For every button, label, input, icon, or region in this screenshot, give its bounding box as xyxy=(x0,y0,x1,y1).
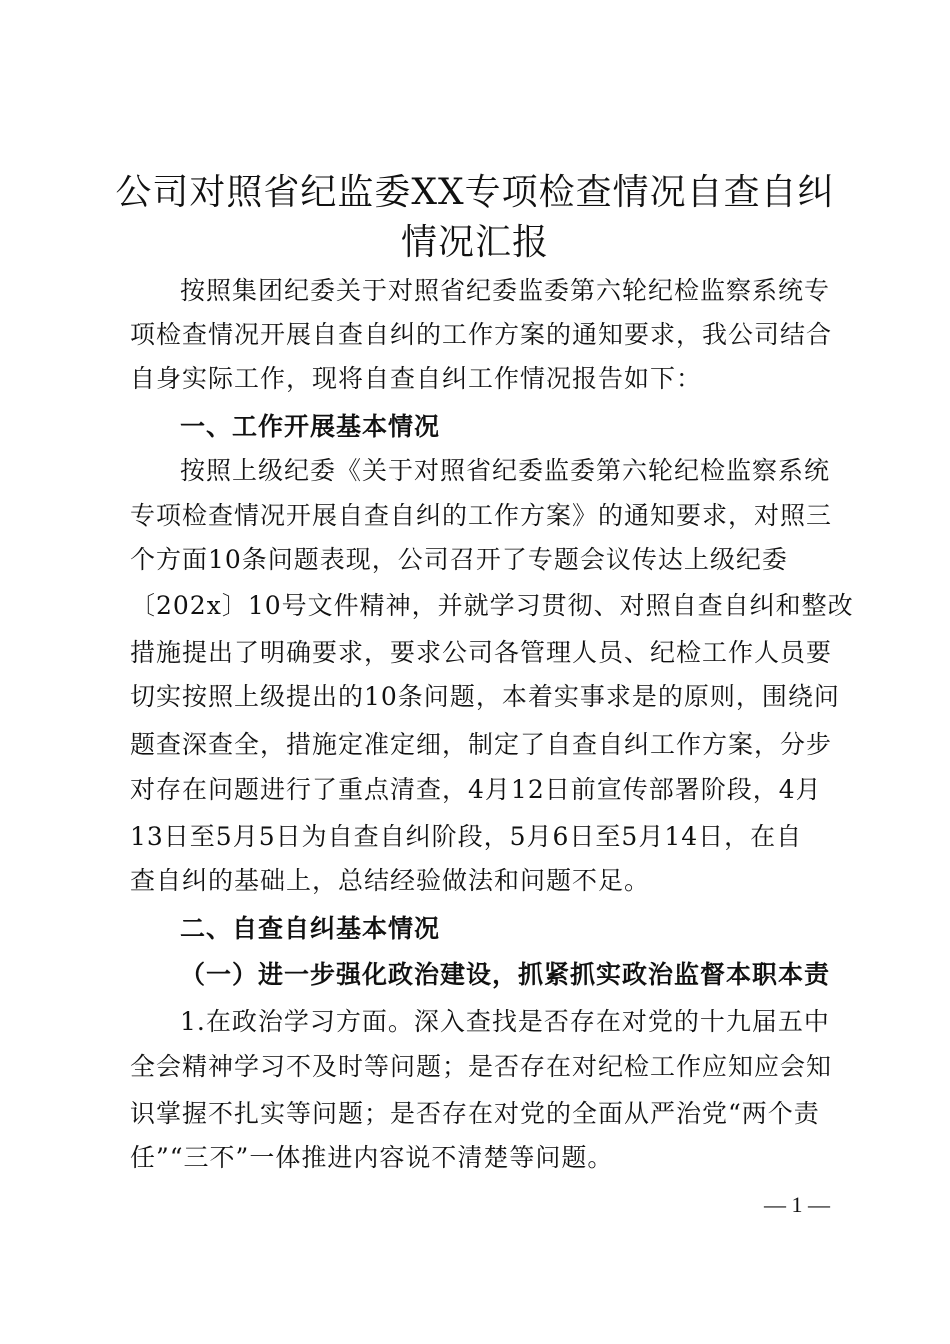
section-1-paragraph-line: 个方面10条问题表现，公司召开了专题会议传达上级纪委 xyxy=(130,545,788,574)
section-1-paragraph-line: 按照上级纪委《关于对照省纪委监委第六轮纪检监察系统 xyxy=(180,456,831,485)
section-1-paragraph-line: 题查深查全，措施定准定细，制定了自查自纠工作方案，分步 xyxy=(130,730,833,759)
section-2-heading: 二、自查自纠基本情况 xyxy=(180,914,441,943)
section-1-paragraph-line: 〔202x〕10号文件精神，并就学习贯彻、对照自查自纠和整改 xyxy=(130,591,854,620)
section-2-paragraph-line: 识掌握不扎实等问题；是否存在对党的全面从严治党“两个责 xyxy=(130,1099,820,1128)
section-2-sub-heading: （一）进一步强化政治建设，抓紧抓实政治监督本职本责 xyxy=(180,960,831,989)
intro-paragraph-line: 项检查情况开展自查自纠的工作方案的通知要求，我公司结合 xyxy=(130,320,833,349)
page-number: — 1 — xyxy=(764,1192,830,1217)
section-1-paragraph-line: 对存在问题进行了重点清查，4月12日前宣传部署阶段，4月 xyxy=(130,775,822,804)
section-1-paragraph-line: 措施提出了明确要求，要求公司各管理人员、纪检工作人员要 xyxy=(130,638,833,667)
section-1-paragraph-line: 专项检查情况开展自查自纠的工作方案》的通知要求，对照三 xyxy=(130,501,833,530)
section-1-paragraph-line: 13日至5月5日为自查自纠阶段，5月6日至5月14日，在自 xyxy=(130,822,803,851)
document-title-line-2: 情况汇报 xyxy=(400,222,549,263)
intro-paragraph-line: 自身实际工作，现将自查自纠工作情况报告如下： xyxy=(130,364,703,393)
section-2-paragraph-line: 1.在政治学习方面。深入查找是否存在对党的十九届五中 xyxy=(180,1007,830,1036)
section-1-paragraph-line: 切实按照上级提出的10条问题，本着实事求是的原则，围绕问 xyxy=(130,682,840,711)
section-2-paragraph-line: 全会精神学习不及时等问题；是否存在对纪检工作应知应会知 xyxy=(130,1052,833,1081)
section-1-heading: 一、工作开展基本情况 xyxy=(180,412,441,441)
section-1-paragraph-line: 查自纠的基础上，总结经验做法和问题不足。 xyxy=(130,866,651,895)
document-title-line-1: 公司对照省纪监委XX专项检查情况自查自纠 xyxy=(115,172,835,213)
section-2-paragraph-line: 任”“三不”一体推进内容说不清楚等问题。 xyxy=(130,1143,614,1172)
intro-paragraph-line: 按照集团纪委关于对照省纪委监委第六轮纪检监察系统专 xyxy=(180,276,831,305)
